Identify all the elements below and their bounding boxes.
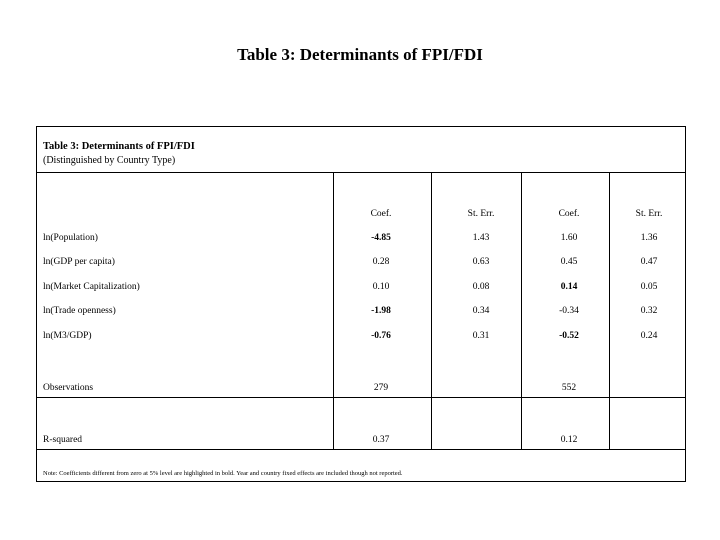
table-cell: -0.52 [559, 331, 579, 341]
table-cell: 0.37 [372, 435, 390, 445]
table-cell: 0.12 [560, 435, 578, 445]
table-cell: 279 [373, 383, 389, 393]
table-cell: -0.34 [559, 306, 579, 316]
row-label: ln(Market Capitalization) [43, 282, 140, 292]
row-label: Observations [43, 383, 94, 393]
table-cell: 0.31 [472, 331, 490, 341]
table-note: Note: Coefficients different from zero at 5% level are highlighted in bold. Year and country fixed effects are included though not reported. [43, 470, 403, 477]
row-label: ln(M3/GDP) [43, 331, 92, 341]
table-cell: 1.43 [472, 233, 490, 243]
table-cell: 0.34 [472, 306, 490, 316]
table-rule [37, 397, 685, 398]
row-label: ln(Population) [43, 233, 98, 243]
table-cell: 1.36 [640, 233, 658, 243]
table-cell: -4.85 [371, 233, 391, 243]
table-cell: 0.32 [640, 306, 658, 316]
table-cell: 552 [561, 383, 577, 393]
table-cell: -0.76 [371, 331, 391, 341]
table-subtitle: (Distinguished by Country Type) [43, 155, 176, 166]
table-rule [37, 172, 685, 173]
table-title: Table 3: Determinants of FPI/FDI [43, 141, 195, 152]
table-cell: 0.08 [472, 282, 490, 292]
table-rule [37, 449, 685, 450]
slide-title: Table 3: Determinants of FPI/FDI [237, 45, 483, 64]
table-divider [431, 172, 432, 449]
table-cell: 0.28 [372, 257, 390, 267]
table-cell: 0.05 [640, 282, 658, 292]
table-cell: 1.60 [560, 233, 578, 243]
table-cell: 0.47 [640, 257, 658, 267]
column-header: St. Err. [635, 209, 663, 219]
table-cell: 0.14 [560, 282, 578, 292]
column-header: Coef. [558, 209, 580, 219]
row-label: ln(GDP per capita) [43, 257, 115, 267]
table-cell: 0.63 [472, 257, 490, 267]
row-label: ln(Trade openness) [43, 306, 116, 316]
table-cell: -1.98 [371, 306, 391, 316]
column-header: St. Err. [467, 209, 495, 219]
regression-table [36, 126, 686, 482]
column-header: Coef. [370, 209, 392, 219]
row-label: R-squared [43, 435, 83, 445]
table-cell: 0.45 [560, 257, 578, 267]
table-cell: 0.10 [372, 282, 390, 292]
table-cell: 0.24 [640, 331, 658, 341]
